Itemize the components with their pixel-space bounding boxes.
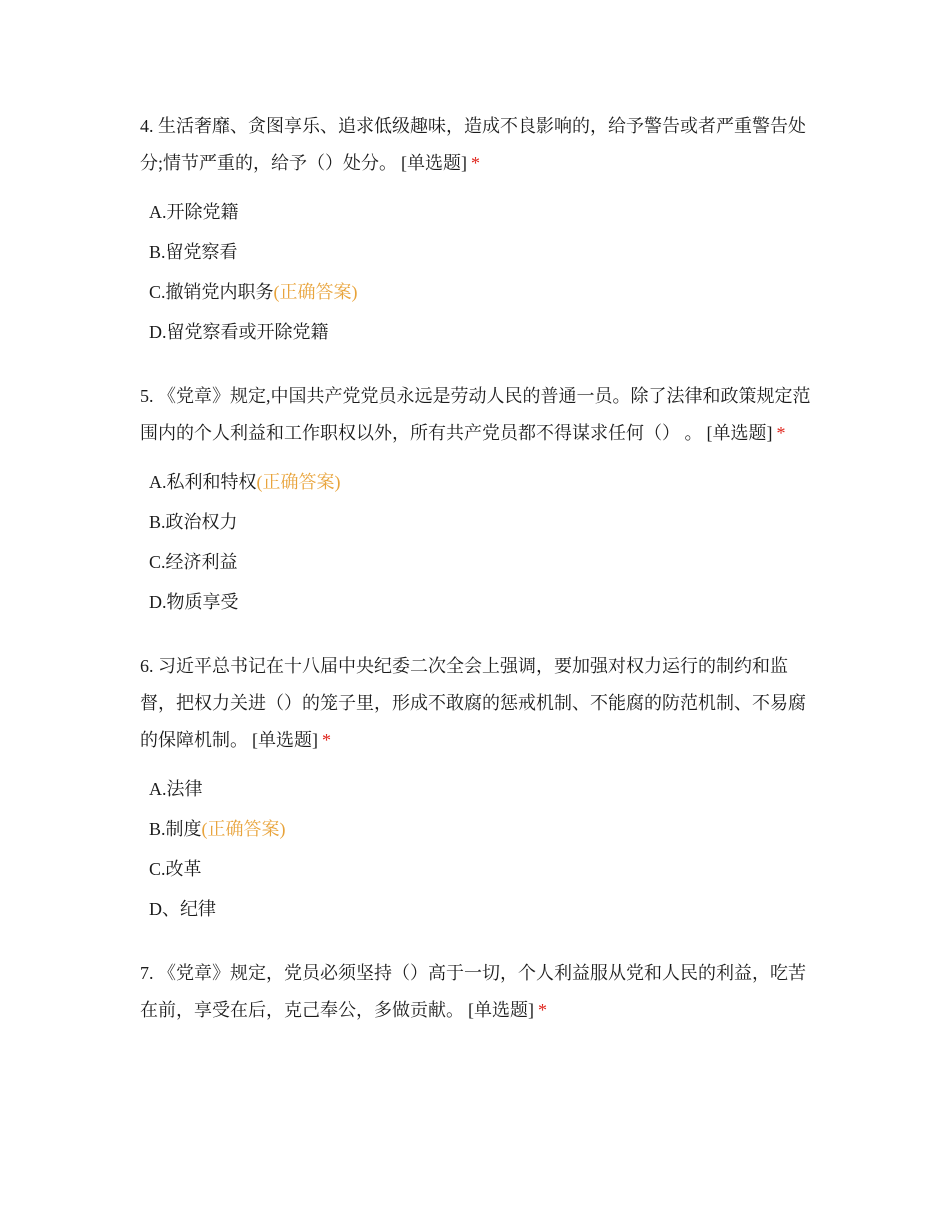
option-a[interactable] <box>140 769 812 809</box>
option-label: D、纪律 <box>149 899 216 919</box>
document-page <box>140 108 812 1055</box>
option-label: A.私利和特权 <box>149 472 257 492</box>
option-label: C.经济利益 <box>149 552 238 572</box>
required-mark: * <box>471 153 480 173</box>
option-label: B.制度 <box>149 819 202 839</box>
option-d[interactable] <box>140 582 812 622</box>
option-c[interactable] <box>140 272 812 312</box>
correct-answer-tag: (正确答案) <box>273 282 358 302</box>
correct-answer-tag: (正确答案) <box>256 472 341 492</box>
question-stem: 5. 《党章》规定,中国共产党党员永远是劳动人民的普通一员。除了法律和政策规定范围内的个人利益和工作职权以外，所有共产党员都不得谋求任何（） 。 <box>140 386 811 443</box>
option-b[interactable] <box>140 809 812 849</box>
question-text <box>140 648 812 759</box>
question-5 <box>140 378 812 622</box>
question-type: [单选题] <box>252 730 318 750</box>
question-type: [单选题] <box>468 1000 534 1020</box>
option-c[interactable] <box>140 542 812 582</box>
required-mark: * <box>322 730 331 750</box>
question-text <box>140 955 812 1029</box>
question-text <box>140 378 812 452</box>
required-mark: * <box>538 1000 547 1020</box>
option-c[interactable] <box>140 849 812 889</box>
option-label: C.撤销党内职务 <box>149 282 274 302</box>
question-type: [单选题] <box>706 423 773 443</box>
option-d[interactable] <box>140 312 812 352</box>
question-7 <box>140 955 812 1029</box>
question-stem: 6. 习近平总书记在十八届中央纪委二次全会上强调，要加强对权力运行的制约和监督，把权力关进（）的笼子里，形成不敢腐的惩戒机制、不能腐的防范机制、不易腐的保障机制。 <box>140 656 806 750</box>
correct-answer-tag: (正确答案) <box>201 819 286 839</box>
option-a[interactable] <box>140 462 812 502</box>
option-label: A.开除党籍 <box>149 202 239 222</box>
option-label: B.留党察看 <box>149 242 238 262</box>
option-b[interactable] <box>140 502 812 542</box>
question-6 <box>140 648 812 929</box>
option-b[interactable] <box>140 232 812 272</box>
option-a[interactable] <box>140 192 812 232</box>
question-stem: 4. 生活奢靡、贪图享乐、追求低级趣味，造成不良影响的，给予警告或者严重警告处分;情节严重的，给予（）处分。 <box>140 116 806 173</box>
required-mark: * <box>776 423 786 443</box>
option-label: D.留党察看或开除党籍 <box>149 322 329 342</box>
option-label: C.改革 <box>149 859 202 879</box>
option-label: B.政治权力 <box>149 512 238 532</box>
option-label: D.物质享受 <box>149 592 239 612</box>
option-d[interactable] <box>140 889 812 929</box>
option-label: A.法律 <box>149 779 203 799</box>
question-stem: 7. 《党章》规定，党员必须坚持（）高于一切，个人利益服从党和人民的利益，吃苦在前，享受在后，克己奉公，多做贡献。 <box>140 963 806 1020</box>
option-list <box>140 192 812 352</box>
option-list <box>140 769 812 929</box>
question-type: [单选题] <box>401 153 467 173</box>
question-4 <box>140 108 812 352</box>
question-text <box>140 108 812 182</box>
option-list <box>140 462 812 622</box>
